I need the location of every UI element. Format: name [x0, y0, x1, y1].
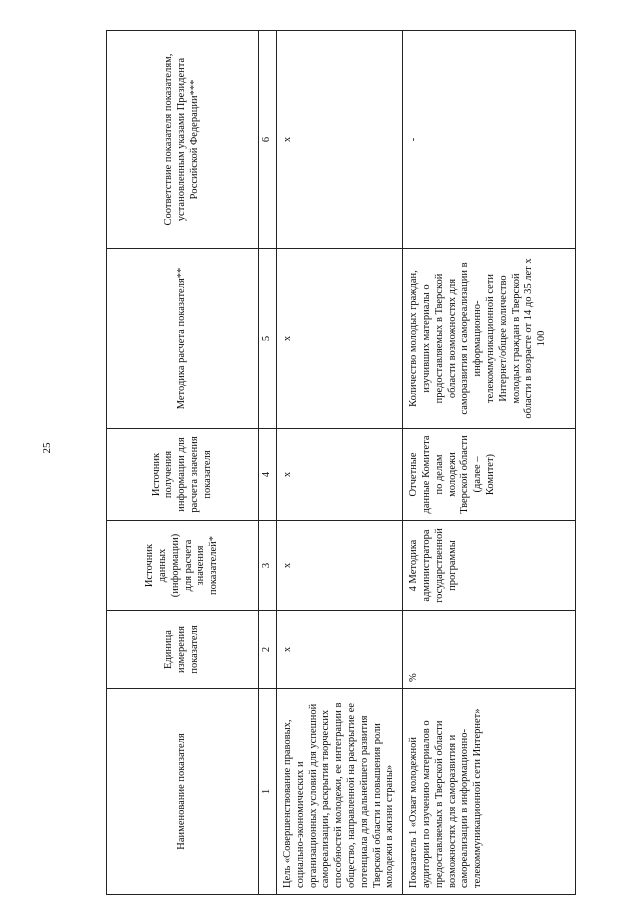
page-number: 25	[41, 442, 53, 454]
table-header-row	[107, 31, 259, 895]
column-number: 6	[259, 31, 277, 249]
indicators-table	[106, 30, 576, 895]
column-number: 5	[259, 249, 277, 429]
header-compliance: Соответствие показателя показателям, установленным указами Президента Российской Федерации***	[107, 31, 259, 249]
table-sheet	[106, 30, 576, 895]
header-data-source: Источник данных (информации) для расчета значения показателей*	[107, 521, 259, 611]
goal-compliance-cell: х	[277, 31, 403, 249]
goal-data-source-cell: х	[277, 521, 403, 611]
table-row-goal	[277, 31, 403, 895]
goal-method-cell: х	[277, 249, 403, 429]
column-number-row	[259, 31, 277, 895]
goal-info-source-cell: х	[277, 429, 403, 521]
indicator-info-source-cell: Отчетные данные Комитета по делам молодежи Тверской области (далее – Комитет)	[403, 429, 576, 521]
goal-name-cell: Цель «Совершенствование правовых, социально-экономических и организационных условий для успешной самореализации, раскрытия творческих способностей молодежи, ее интеграции в общество, направленной на раскрытие ее потенциала для дальнейшего развития Тверской области и повышения роли молодежи в жизни страны»	[277, 689, 403, 895]
column-number: 1	[259, 689, 277, 895]
column-number: 3	[259, 521, 277, 611]
indicator-method-cell: Количество молодых граждан, изучивших материалы о предоставляемых в Тверской области возможностях для саморазвития и самореализации в информационно-телекоммуникационной сети Интернет/общее количество молодых граждан в Тверской области в возрасте от 14 до 35 лет х 100	[403, 249, 576, 429]
table-row-indicator-1	[403, 31, 576, 895]
indicator-unit-cell: %	[403, 611, 576, 689]
column-number: 4	[259, 429, 277, 521]
indicator-name-cell: Показатель 1 «Охват молодежной аудитории по изучению материалов о предоставляемых в Тверской области возможностях для саморазвития и самореализации в информационно-телекоммуникационной сети Интернет»	[403, 689, 576, 895]
header-info-source: Источник получения информации для расчета значения показателя	[107, 429, 259, 521]
rotated-table-wrapper	[106, 30, 576, 895]
header-unit: Единица измерения показателя	[107, 611, 259, 689]
indicator-compliance-cell: -	[403, 31, 576, 249]
header-indicator-name: Наименование показателя	[107, 689, 259, 895]
indicator-data-source-cell: 4 Методика администратора государственной программы	[403, 521, 576, 611]
goal-unit-cell: х	[277, 611, 403, 689]
column-number: 2	[259, 611, 277, 689]
header-method: Методика расчета показателя**	[107, 249, 259, 429]
